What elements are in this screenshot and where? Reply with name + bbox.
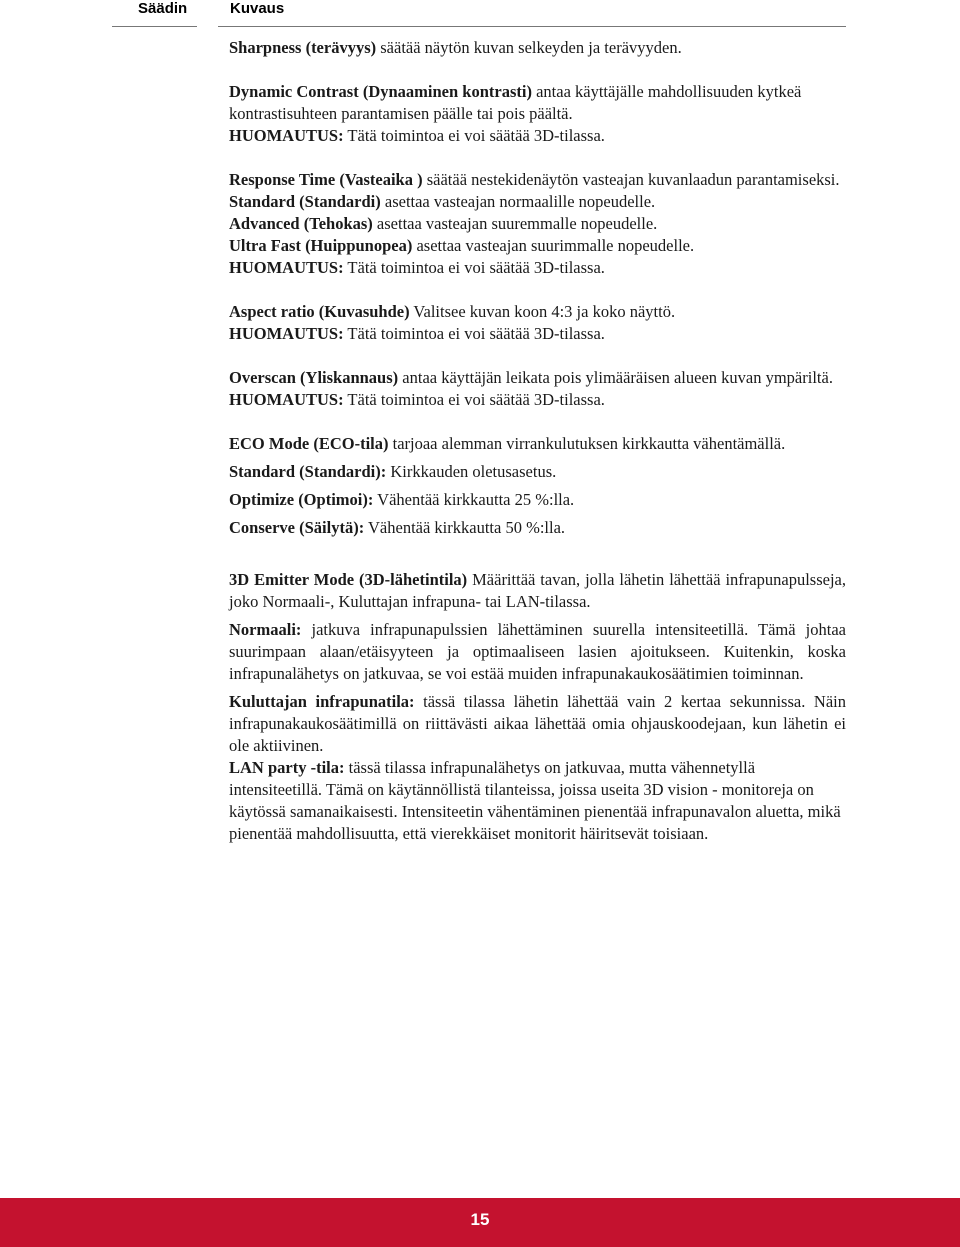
option-conserve: Conserve (Säilytä): Vähentää kirkkautta 50 %:lla.: [229, 518, 566, 537]
header-divider: [112, 26, 197, 27]
note: HUOMAUTUS: Tätä toimintoa ei voi säätää 3D-tilassa.: [229, 126, 605, 145]
column-header-control: Säädin: [138, 0, 188, 17]
note: HUOMAUTUS: Tätä toimintoa ei voi säätää 3D-tilassa.: [229, 324, 605, 343]
sharpness-paragraph: [229, 37, 846, 59]
option-consumer-ir: Kuluttajan infrapunatila: tässä tilassa lähetin lähettää vain 2 kertaa sekunnissa. Näin infrapunakaukosäätimillä on riittävästi aikaa lähettää omia ohjauskoodejaan, kun lähetin ei ole aktiivinen.: [229, 692, 846, 755]
option-optimize: Optimize (Optimoi): Vähentää kirkkautta 25 %:lla.: [229, 490, 575, 509]
term: Aspect ratio (Kuvasuhde): [229, 302, 410, 321]
option-standard: Standard (Standardi) asettaa vasteajan normaalille nopeudelle.: [229, 192, 656, 211]
option-lan-party: LAN party -tila: tässä tilassa infrapunalähetys on jatkuvaa, mutta vähennetyllä intensiteetillä. Tämä on käytännöllistä tilanteissa, joissa useita 3D vision - monitoreja on käytössä samanaikaisesti. Intensiteetin vähentäminen pienentää infrapunavalon aluetta, mikä pienentää mahdollisuutta, että vierekkäiset monitorit häiritsevät toisiaan.: [229, 758, 841, 843]
option-normal: Normaali: jatkuva infrapunapulssien lähettäminen suurella intensiteetillä. Tämä johtaa suurimpaan alaan/etäisyyteen ja optimaaliseen lasien ajoitukseen. Kuitenkin, koska infrapunalähetys on jatkuvaa, se voi estää muiden infrapunakaukosäätimien toiminnan.: [229, 620, 846, 683]
description: säätää nestekidenäytön vasteajan kuvanlaadun parantamiseksi.: [422, 170, 840, 189]
term: ECO Mode (ECO-tila): [229, 434, 389, 453]
3d-emitter-mode-paragraph: [229, 569, 846, 613]
response-time-paragraph: [229, 169, 846, 191]
aspect-ratio-paragraph: [229, 301, 846, 323]
term: 3D Emitter Mode (3D-lähetintila): [229, 570, 468, 589]
description: antaa käyttäjälle mahdollisuuden kytkeä kontrastisuhteen parantamisen päälle tai pois päältä.: [229, 82, 802, 123]
term: Dynamic Contrast (Dynaaminen kontrasti): [229, 82, 532, 101]
description-column: [229, 37, 846, 845]
page-number: 15: [470, 1210, 490, 1229]
description: tarjoaa alemman virrankulutuksen kirkkautta vähentämällä.: [388, 434, 786, 453]
eco-mode-paragraph: [229, 433, 846, 455]
description: Valitsee kuvan koon 4:3 ja koko näyttö.: [409, 302, 676, 321]
term: Overscan (Yliskannaus): [229, 368, 399, 387]
dynamic-contrast-paragraph: [229, 81, 846, 125]
overscan-paragraph: [229, 367, 846, 389]
description: antaa käyttäjän leikata pois ylimääräisen alueen kuvan ympäriltä.: [398, 368, 833, 387]
option-ultra-fast: Ultra Fast (Huippunopea) asettaa vasteajan suurimmalle nopeudelle.: [229, 236, 695, 255]
table-header: [0, 0, 960, 26]
page-footer: [0, 1198, 960, 1247]
description: säätää näytön kuvan selkeyden ja terävyyden.: [376, 38, 682, 57]
option-advanced: Advanced (Tehokas) asettaa vasteajan suuremmalle nopeudelle.: [229, 214, 658, 233]
note: HUOMAUTUS: Tätä toimintoa ei voi säätää 3D-tilassa.: [229, 258, 605, 277]
column-header-description: Kuvaus: [230, 0, 285, 17]
description: Määrittää tavan, jolla lähetin lähettää infrapunapulsseja, joko Normaali-, Kuluttajan infrapuna- tai LAN-tilassa.: [229, 570, 846, 611]
header-divider: [218, 26, 846, 27]
note: HUOMAUTUS: Tätä toimintoa ei voi säätää 3D-tilassa.: [229, 390, 605, 409]
term: Sharpness (terävyys): [229, 38, 377, 57]
option-standard: Standard (Standardi): Kirkkauden oletusasetus.: [229, 462, 557, 481]
term: Response Time (Vasteaika ): [229, 170, 423, 189]
